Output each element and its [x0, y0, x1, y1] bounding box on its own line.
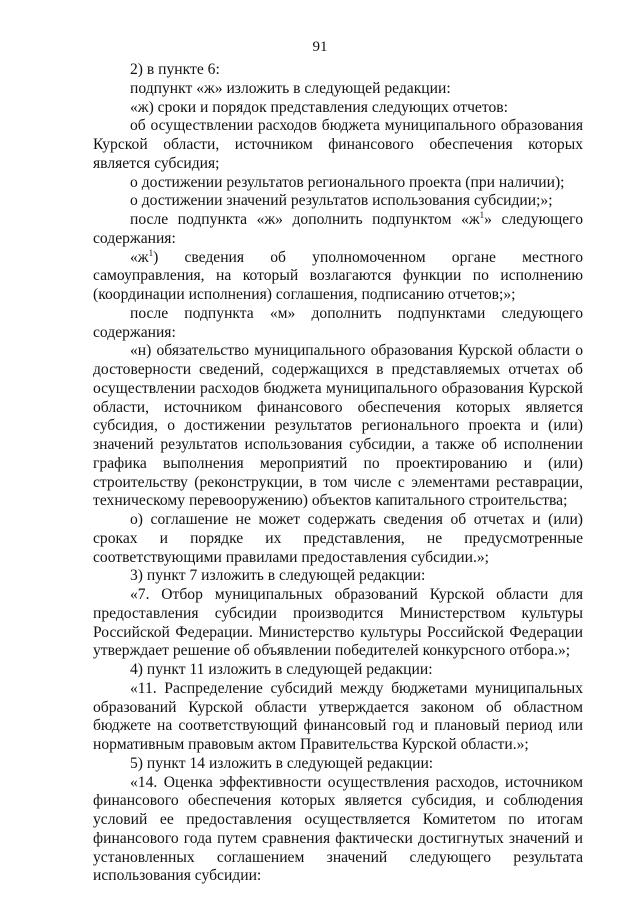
- text-fragment: » следующего содержания:: [93, 211, 583, 247]
- paragraph: «11. Распределение субсидий между бюджетами муниципальных образований Курской области утверждается законом об областном бюджете на соответствующий финансовый год и плановый период или нормативным правовым актом Правительства Курской области.»;: [93, 679, 583, 753]
- paragraph: о) соглашение не может содержать сведения об отчетах и (или) сроках и порядке их представления, не предусмотренные соответствующими правилами предоставления субсидии.»;: [93, 511, 583, 566]
- superscript: 1: [479, 210, 485, 220]
- paragraph: 4) пункт 11 изложить в следующей редакции:: [130, 661, 433, 678]
- paragraph-insert-subitem: [93, 211, 583, 249]
- paragraph: «ж) сроки и порядок представления следующих отчетов:: [130, 98, 508, 116]
- page-number: 91: [312, 39, 328, 55]
- paragraph: о достижении результатов регионального проекта (при наличии);: [130, 173, 565, 191]
- paragraph: «14. Оценка эффективности осуществления расходов, источником финансового обеспечения которых является субсидия, и соблюдения условий ее предоставления осуществляется Комитетом по итогам финансового года путем сравнения фактически достигнутых значений и установленных соглашением значений следующего результата использования субсидии:: [93, 773, 583, 885]
- paragraph-subitem-zh1: [93, 249, 583, 305]
- paragraph: «7. Отбор муниципальных образований Курской области для предоставления субсидии производится Министерством культуры Российской Федерации. Министерство культуры Российской Федерации утверждает решение об объявлении победителей конкурсного отбора.»;: [93, 586, 583, 660]
- text-fragment: ) сведения об уполномоченном органе местного самоуправления, на который возлагаются функции по исполнению (координации исполнения) соглашения, подписанию отчетов;»;: [93, 248, 583, 303]
- text-fragment: после подпункта «ж» дополнить подпунктом «ж: [130, 211, 480, 228]
- paragraph: после подпункта «м» дополнить подпунктами следующего содержания:: [93, 304, 583, 341]
- text-fragment: «ж: [130, 248, 149, 266]
- paragraph: о достижении значений результатов использования субсидии;»;: [130, 192, 553, 210]
- paragraph: 5) пункт 14 изложить в следующей редакции:: [130, 754, 434, 772]
- paragraph: 3) пункт 7 изложить в следующей редакции:: [130, 567, 426, 585]
- superscript: 1: [148, 247, 154, 258]
- document-body: [93, 61, 583, 886]
- paragraph: 2) в пункте 6:: [130, 61, 220, 78]
- paragraph: об осуществлении расходов бюджета муниципального образования Курской области, источником финансового обеспечения которых является субсидия;: [93, 117, 583, 172]
- paragraph: «н) обязательство муниципального образования Курской области о достоверности сведений, содержащихся в представляемых отчетах об осуществлении расходов бюджета муниципального образования Курской области, источником финансового обеспечения которых является субсидия, о достижении результатов регионального проекта и (или) значений результатов использования субсидии, а также об исполнении графика выполнения мероприятий по проектированию и (или) строительству (реконструкции, в том числе с элементами реставрации, техническому перевооружению) объектов капитального строительства;: [93, 342, 583, 510]
- paragraph: подпункт «ж» изложить в следующей редакции:: [130, 79, 451, 97]
